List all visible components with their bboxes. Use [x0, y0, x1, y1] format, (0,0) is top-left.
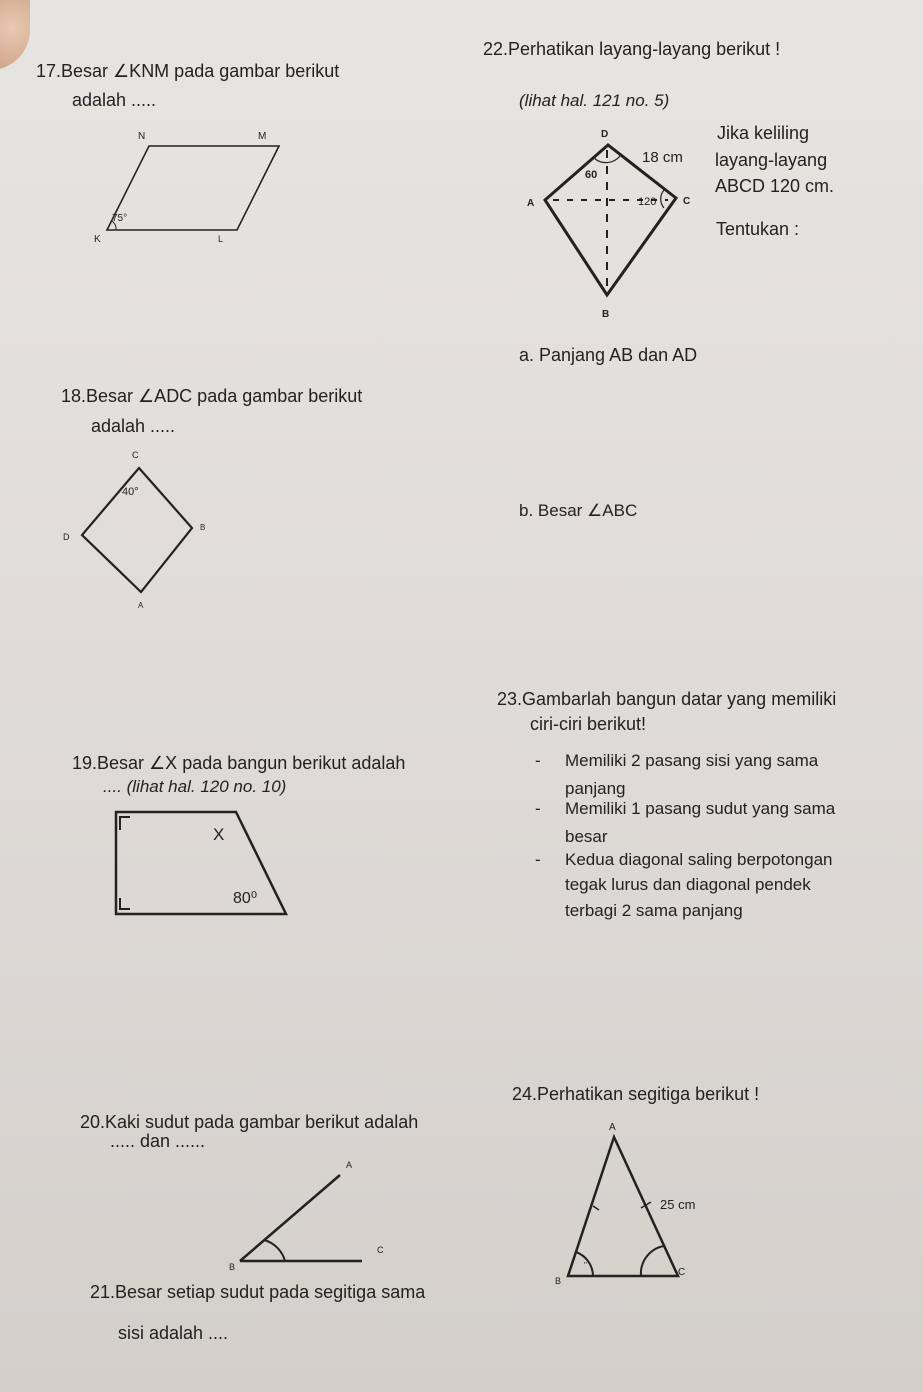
- q19-question: 19.Besar ∠X pada bangun berikut adalah: [72, 753, 406, 773]
- q21-question: 21.Besar setiap sudut pada segitiga sama: [90, 1282, 426, 1302]
- q23-bullet-3-line-2: tegak lurus dan diagonal pendek: [565, 875, 811, 894]
- q22-part-a: a. Panjang AB dan AD: [519, 345, 698, 365]
- q23-bullet-3-line-1: Kedua diagonal saling berpotongan: [565, 850, 833, 869]
- q17-label-m: M: [258, 131, 267, 142]
- q24-angle-arc-c: [641, 1246, 664, 1276]
- q17-answer-blank: adalah .....: [72, 90, 157, 110]
- q22-reference: (lihat hal. 121 no. 5): [519, 91, 670, 110]
- q18-label-a: A: [138, 601, 144, 610]
- q23-subtitle: ciri-ciri berikut!: [530, 714, 647, 734]
- q20-answer-blank: ..... dan ......: [110, 1131, 206, 1151]
- q23-bullet-1-line-1: Memiliki 2 pasang sisi yang sama: [565, 751, 819, 770]
- q19-label-x: X: [213, 825, 225, 844]
- q22-info-line-3: ABCD 120 cm.: [715, 176, 835, 196]
- q23-bullet-2-dash: -: [535, 799, 541, 818]
- q22-info-line-2: layang-layang: [715, 150, 828, 170]
- q24-label-c: C: [678, 1267, 686, 1278]
- q22-label-c: C: [683, 196, 691, 207]
- q17-label-l: L: [218, 234, 224, 244]
- q21-answer-blank: sisi adalah ....: [118, 1323, 229, 1343]
- q24-label-b: B: [555, 1276, 562, 1286]
- q23-bullet-2-line-2: besar: [565, 827, 608, 846]
- q22-label-b: B: [602, 309, 610, 320]
- q22-info-line-1: Jika keliling: [717, 123, 810, 143]
- q17-label-n: N: [138, 131, 146, 142]
- q24-tick-left: [593, 1206, 599, 1210]
- q17-angle-label: 75°: [112, 213, 128, 224]
- q23-bullet-2-line-1: Memiliki 1 pasang sudut yang sama: [565, 799, 836, 818]
- q23-question: 23.Gambarlah bangun datar yang memiliki: [497, 689, 837, 709]
- q24-question: 24.Perhatikan segitiga berikut !: [512, 1084, 760, 1104]
- q18-label-d: D: [63, 532, 70, 542]
- q22-label-a: A: [527, 198, 535, 209]
- q18-answer-blank: adalah .....: [91, 416, 176, 436]
- q23-bullet-1-line-2: panjang: [565, 779, 626, 798]
- q20-question: 20.Kaki sudut pada gambar berikut adalah: [80, 1112, 419, 1132]
- q22-label-d: D: [601, 129, 609, 140]
- q22-tentukan: Tentukan :: [716, 219, 800, 239]
- q24-label-a: A: [609, 1122, 616, 1133]
- q18-label-b: B: [200, 523, 206, 532]
- q23-bullet-3-dash: -: [535, 850, 541, 869]
- q22-side-length: 18 cm: [642, 149, 683, 166]
- q22-part-b: b. Besar ∠ABC: [519, 501, 638, 520]
- q18-label-c: C: [132, 450, 139, 460]
- q17-question: 17.Besar ∠KNM pada gambar berikut: [36, 61, 340, 81]
- q17-label-k: K: [94, 234, 101, 245]
- q22-question: 22.Perhatikan layang-layang berikut !: [483, 39, 781, 59]
- q19-angle-label: 80⁰: [233, 890, 258, 907]
- q24-angle-mark: ": [584, 1261, 587, 1270]
- q20-label-b: B: [229, 1262, 236, 1272]
- q20-label-c: C: [377, 1245, 384, 1255]
- q20-label-a: A: [346, 1160, 353, 1170]
- q22-angle-60: 60: [585, 169, 598, 181]
- q18-question: 18.Besar ∠ADC pada gambar berikut: [61, 386, 363, 406]
- q24-side-length: 25 cm: [660, 1197, 696, 1212]
- q18-angle-label: 40°: [122, 486, 139, 498]
- q19-reference: .... (lihat hal. 120 no. 10): [103, 777, 287, 796]
- q22-angle-120: 120: [638, 196, 657, 208]
- q23-bullet-3-line-3: terbagi 2 sama panjang: [565, 901, 743, 920]
- q23-bullet-1-dash: -: [535, 751, 541, 770]
